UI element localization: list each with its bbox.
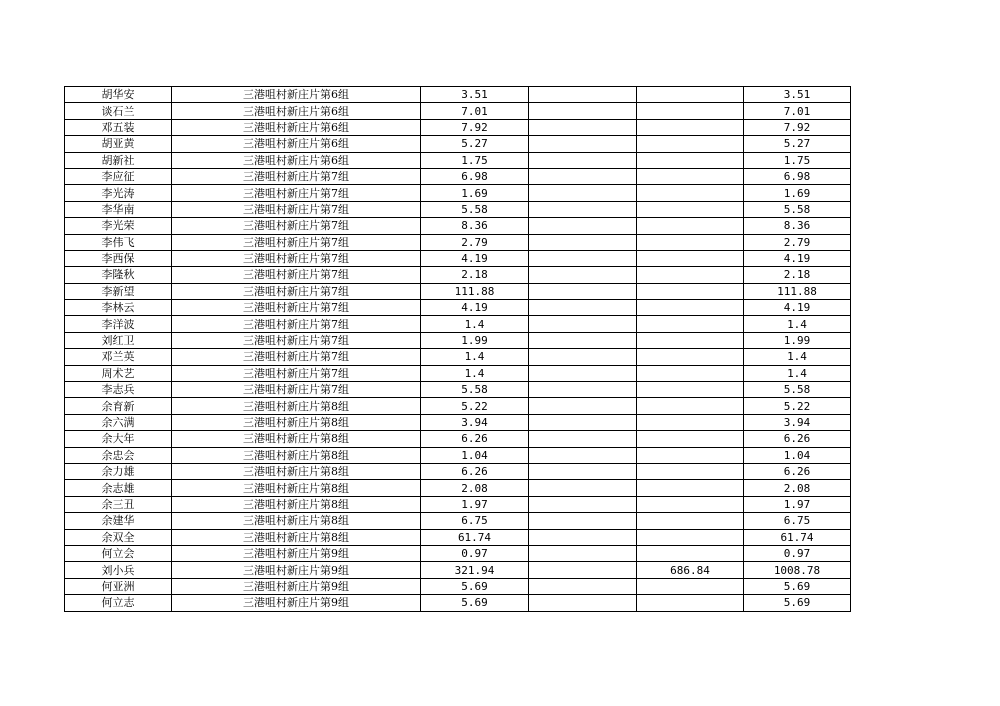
total-cell: 1.4 (744, 316, 851, 332)
total-cell: 2.08 (744, 480, 851, 496)
table-row (65, 267, 851, 283)
table-body (65, 87, 851, 612)
location-cell: 三港咀村新庄片第8组 (172, 480, 421, 496)
total-cell: 1.75 (744, 152, 851, 168)
total-cell: 5.69 (744, 595, 851, 611)
area-cell: 4.19 (421, 300, 529, 316)
extra-cell (529, 300, 637, 316)
extra-area-cell (637, 463, 744, 479)
area-cell: 5.69 (421, 578, 529, 594)
name-cell: 谈石兰 (65, 103, 172, 119)
table-row (65, 463, 851, 479)
extra-area-cell (637, 447, 744, 463)
area-cell: 6.98 (421, 168, 529, 184)
extra-area-cell (637, 119, 744, 135)
total-cell: 1.97 (744, 496, 851, 512)
area-cell: 1.69 (421, 185, 529, 201)
extra-cell (529, 562, 637, 578)
name-cell: 余建华 (65, 513, 172, 529)
location-cell: 三港咀村新庄片第7组 (172, 250, 421, 266)
name-cell: 邓兰英 (65, 349, 172, 365)
extra-cell (529, 332, 637, 348)
table-row (65, 578, 851, 594)
extra-cell (529, 119, 637, 135)
location-cell: 三港咀村新庄片第8组 (172, 529, 421, 545)
name-cell: 李应征 (65, 168, 172, 184)
name-cell: 何亚洲 (65, 578, 172, 594)
land-table (64, 86, 851, 612)
extra-cell (529, 414, 637, 430)
table-row (65, 513, 851, 529)
area-cell: 2.18 (421, 267, 529, 283)
total-cell: 5.27 (744, 136, 851, 152)
total-cell: 1.4 (744, 349, 851, 365)
extra-area-cell (637, 349, 744, 365)
table-row (65, 201, 851, 217)
name-cell: 李隆秋 (65, 267, 172, 283)
extra-cell (529, 185, 637, 201)
area-cell: 5.58 (421, 201, 529, 217)
extra-area-cell (637, 365, 744, 381)
total-cell: 1.04 (744, 447, 851, 463)
location-cell: 三港咀村新庄片第7组 (172, 349, 421, 365)
table-row (65, 168, 851, 184)
area-cell: 5.69 (421, 595, 529, 611)
location-cell: 三港咀村新庄片第9组 (172, 562, 421, 578)
location-cell: 三港咀村新庄片第7组 (172, 168, 421, 184)
location-cell: 三港咀村新庄片第8组 (172, 431, 421, 447)
extra-area-cell (637, 578, 744, 594)
total-cell: 1.99 (744, 332, 851, 348)
extra-area-cell (637, 218, 744, 234)
location-cell: 三港咀村新庄片第7组 (172, 382, 421, 398)
table-row (65, 332, 851, 348)
extra-area-cell (637, 431, 744, 447)
table-row (65, 152, 851, 168)
area-cell: 3.94 (421, 414, 529, 430)
extra-area-cell (637, 414, 744, 430)
extra-cell (529, 365, 637, 381)
location-cell: 三港咀村新庄片第8组 (172, 496, 421, 512)
location-cell: 三港咀村新庄片第7组 (172, 185, 421, 201)
total-cell: 4.19 (744, 250, 851, 266)
extra-cell (529, 431, 637, 447)
extra-cell (529, 545, 637, 561)
extra-cell (529, 447, 637, 463)
total-cell: 61.74 (744, 529, 851, 545)
extra-cell (529, 595, 637, 611)
extra-cell (529, 496, 637, 512)
location-cell: 三港咀村新庄片第6组 (172, 87, 421, 103)
location-cell: 三港咀村新庄片第7组 (172, 218, 421, 234)
extra-cell (529, 87, 637, 103)
table-row (65, 398, 851, 414)
area-cell: 1.99 (421, 332, 529, 348)
area-cell: 1.4 (421, 365, 529, 381)
table-row (65, 496, 851, 512)
extra-area-cell (637, 152, 744, 168)
name-cell: 余大年 (65, 431, 172, 447)
extra-area-cell (637, 513, 744, 529)
extra-area-cell (637, 480, 744, 496)
area-cell: 5.58 (421, 382, 529, 398)
area-cell: 7.01 (421, 103, 529, 119)
location-cell: 三港咀村新庄片第7组 (172, 365, 421, 381)
total-cell: 5.58 (744, 201, 851, 217)
name-cell: 李光荣 (65, 218, 172, 234)
table-row (65, 529, 851, 545)
area-cell: 4.19 (421, 250, 529, 266)
name-cell: 李华南 (65, 201, 172, 217)
extra-cell (529, 201, 637, 217)
table-row (65, 447, 851, 463)
name-cell: 余力雄 (65, 463, 172, 479)
extra-area-cell (637, 332, 744, 348)
extra-area-cell (637, 545, 744, 561)
location-cell: 三港咀村新庄片第7组 (172, 283, 421, 299)
total-cell: 2.79 (744, 234, 851, 250)
extra-cell (529, 382, 637, 398)
name-cell: 余忠会 (65, 447, 172, 463)
area-cell: 1.04 (421, 447, 529, 463)
area-cell: 321.94 (421, 562, 529, 578)
total-cell: 1.69 (744, 185, 851, 201)
name-cell: 余志雄 (65, 480, 172, 496)
name-cell: 余六满 (65, 414, 172, 430)
location-cell: 三港咀村新庄片第7组 (172, 234, 421, 250)
name-cell: 李伟飞 (65, 234, 172, 250)
name-cell: 李洋波 (65, 316, 172, 332)
name-cell: 胡华安 (65, 87, 172, 103)
extra-cell (529, 283, 637, 299)
extra-area-cell (637, 250, 744, 266)
extra-cell (529, 480, 637, 496)
extra-cell (529, 513, 637, 529)
total-cell: 1008.78 (744, 562, 851, 578)
table-row (65, 480, 851, 496)
table-row (65, 349, 851, 365)
extra-area-cell (637, 398, 744, 414)
extra-area-cell (637, 185, 744, 201)
area-cell: 6.26 (421, 463, 529, 479)
area-cell: 0.97 (421, 545, 529, 561)
extra-cell (529, 168, 637, 184)
total-cell: 6.98 (744, 168, 851, 184)
total-cell: 6.75 (744, 513, 851, 529)
total-cell: 7.92 (744, 119, 851, 135)
table-row (65, 365, 851, 381)
table-row (65, 545, 851, 561)
table-row (65, 87, 851, 103)
location-cell: 三港咀村新庄片第9组 (172, 595, 421, 611)
name-cell: 李光涛 (65, 185, 172, 201)
area-cell: 8.36 (421, 218, 529, 234)
area-cell: 111.88 (421, 283, 529, 299)
extra-area-cell (637, 103, 744, 119)
extra-cell (529, 234, 637, 250)
table-row (65, 316, 851, 332)
name-cell: 李志兵 (65, 382, 172, 398)
total-cell: 2.18 (744, 267, 851, 283)
name-cell: 余三丑 (65, 496, 172, 512)
location-cell: 三港咀村新庄片第9组 (172, 578, 421, 594)
total-cell: 7.01 (744, 103, 851, 119)
name-cell: 刘红卫 (65, 332, 172, 348)
extra-area-cell (637, 300, 744, 316)
location-cell: 三港咀村新庄片第8组 (172, 513, 421, 529)
name-cell: 李西保 (65, 250, 172, 266)
table-row (65, 283, 851, 299)
area-cell: 6.26 (421, 431, 529, 447)
area-cell: 1.97 (421, 496, 529, 512)
location-cell: 三港咀村新庄片第7组 (172, 300, 421, 316)
area-cell: 61.74 (421, 529, 529, 545)
area-cell: 5.22 (421, 398, 529, 414)
extra-area-cell (637, 136, 744, 152)
extra-area-cell (637, 201, 744, 217)
extra-cell (529, 103, 637, 119)
total-cell: 4.19 (744, 300, 851, 316)
total-cell: 5.69 (744, 578, 851, 594)
name-cell: 余双全 (65, 529, 172, 545)
location-cell: 三港咀村新庄片第8组 (172, 463, 421, 479)
extra-cell (529, 578, 637, 594)
name-cell: 胡亚黄 (65, 136, 172, 152)
table-row (65, 218, 851, 234)
name-cell: 邓五装 (65, 119, 172, 135)
name-cell: 刘小兵 (65, 562, 172, 578)
name-cell: 何立志 (65, 595, 172, 611)
name-cell: 李林云 (65, 300, 172, 316)
total-cell: 3.94 (744, 414, 851, 430)
extra-area-cell (637, 595, 744, 611)
area-cell: 3.51 (421, 87, 529, 103)
location-cell: 三港咀村新庄片第8组 (172, 447, 421, 463)
location-cell: 三港咀村新庄片第6组 (172, 136, 421, 152)
table-row (65, 431, 851, 447)
table-row (65, 103, 851, 119)
location-cell: 三港咀村新庄片第6组 (172, 103, 421, 119)
name-cell: 胡新社 (65, 152, 172, 168)
extra-cell (529, 349, 637, 365)
extra-cell (529, 267, 637, 283)
extra-area-cell: 686.84 (637, 562, 744, 578)
area-cell: 5.27 (421, 136, 529, 152)
area-cell: 1.4 (421, 316, 529, 332)
table-row (65, 119, 851, 135)
area-cell: 6.75 (421, 513, 529, 529)
total-cell: 5.22 (744, 398, 851, 414)
total-cell: 0.97 (744, 545, 851, 561)
location-cell: 三港咀村新庄片第6组 (172, 152, 421, 168)
location-cell: 三港咀村新庄片第7组 (172, 332, 421, 348)
total-cell: 1.4 (744, 365, 851, 381)
total-cell: 111.88 (744, 283, 851, 299)
area-cell: 7.92 (421, 119, 529, 135)
extra-area-cell (637, 496, 744, 512)
extra-area-cell (637, 283, 744, 299)
table-row (65, 595, 851, 611)
location-cell: 三港咀村新庄片第8组 (172, 414, 421, 430)
extra-area-cell (637, 234, 744, 250)
extra-cell (529, 529, 637, 545)
location-cell: 三港咀村新庄片第7组 (172, 316, 421, 332)
table-row (65, 250, 851, 266)
total-cell: 8.36 (744, 218, 851, 234)
location-cell: 三港咀村新庄片第8组 (172, 398, 421, 414)
location-cell: 三港咀村新庄片第7组 (172, 267, 421, 283)
name-cell: 何立会 (65, 545, 172, 561)
area-cell: 2.79 (421, 234, 529, 250)
location-cell: 三港咀村新庄片第6组 (172, 119, 421, 135)
area-cell: 1.4 (421, 349, 529, 365)
location-cell: 三港咀村新庄片第7组 (172, 201, 421, 217)
extra-cell (529, 218, 637, 234)
name-cell: 余育新 (65, 398, 172, 414)
table-row (65, 185, 851, 201)
extra-area-cell (637, 168, 744, 184)
extra-cell (529, 398, 637, 414)
extra-area-cell (637, 87, 744, 103)
area-cell: 2.08 (421, 480, 529, 496)
location-cell: 三港咀村新庄片第9组 (172, 545, 421, 561)
extra-area-cell (637, 382, 744, 398)
extra-cell (529, 136, 637, 152)
name-cell: 周术艺 (65, 365, 172, 381)
total-cell: 5.58 (744, 382, 851, 398)
extra-area-cell (637, 529, 744, 545)
extra-cell (529, 463, 637, 479)
area-cell: 1.75 (421, 152, 529, 168)
total-cell: 3.51 (744, 87, 851, 103)
table-row (65, 300, 851, 316)
extra-cell (529, 250, 637, 266)
table-row (65, 382, 851, 398)
table-row (65, 414, 851, 430)
table-row (65, 136, 851, 152)
extra-cell (529, 152, 637, 168)
total-cell: 6.26 (744, 431, 851, 447)
table-row (65, 562, 851, 578)
extra-area-cell (637, 267, 744, 283)
name-cell: 李新望 (65, 283, 172, 299)
table-row (65, 234, 851, 250)
extra-area-cell (637, 316, 744, 332)
total-cell: 6.26 (744, 463, 851, 479)
extra-cell (529, 316, 637, 332)
